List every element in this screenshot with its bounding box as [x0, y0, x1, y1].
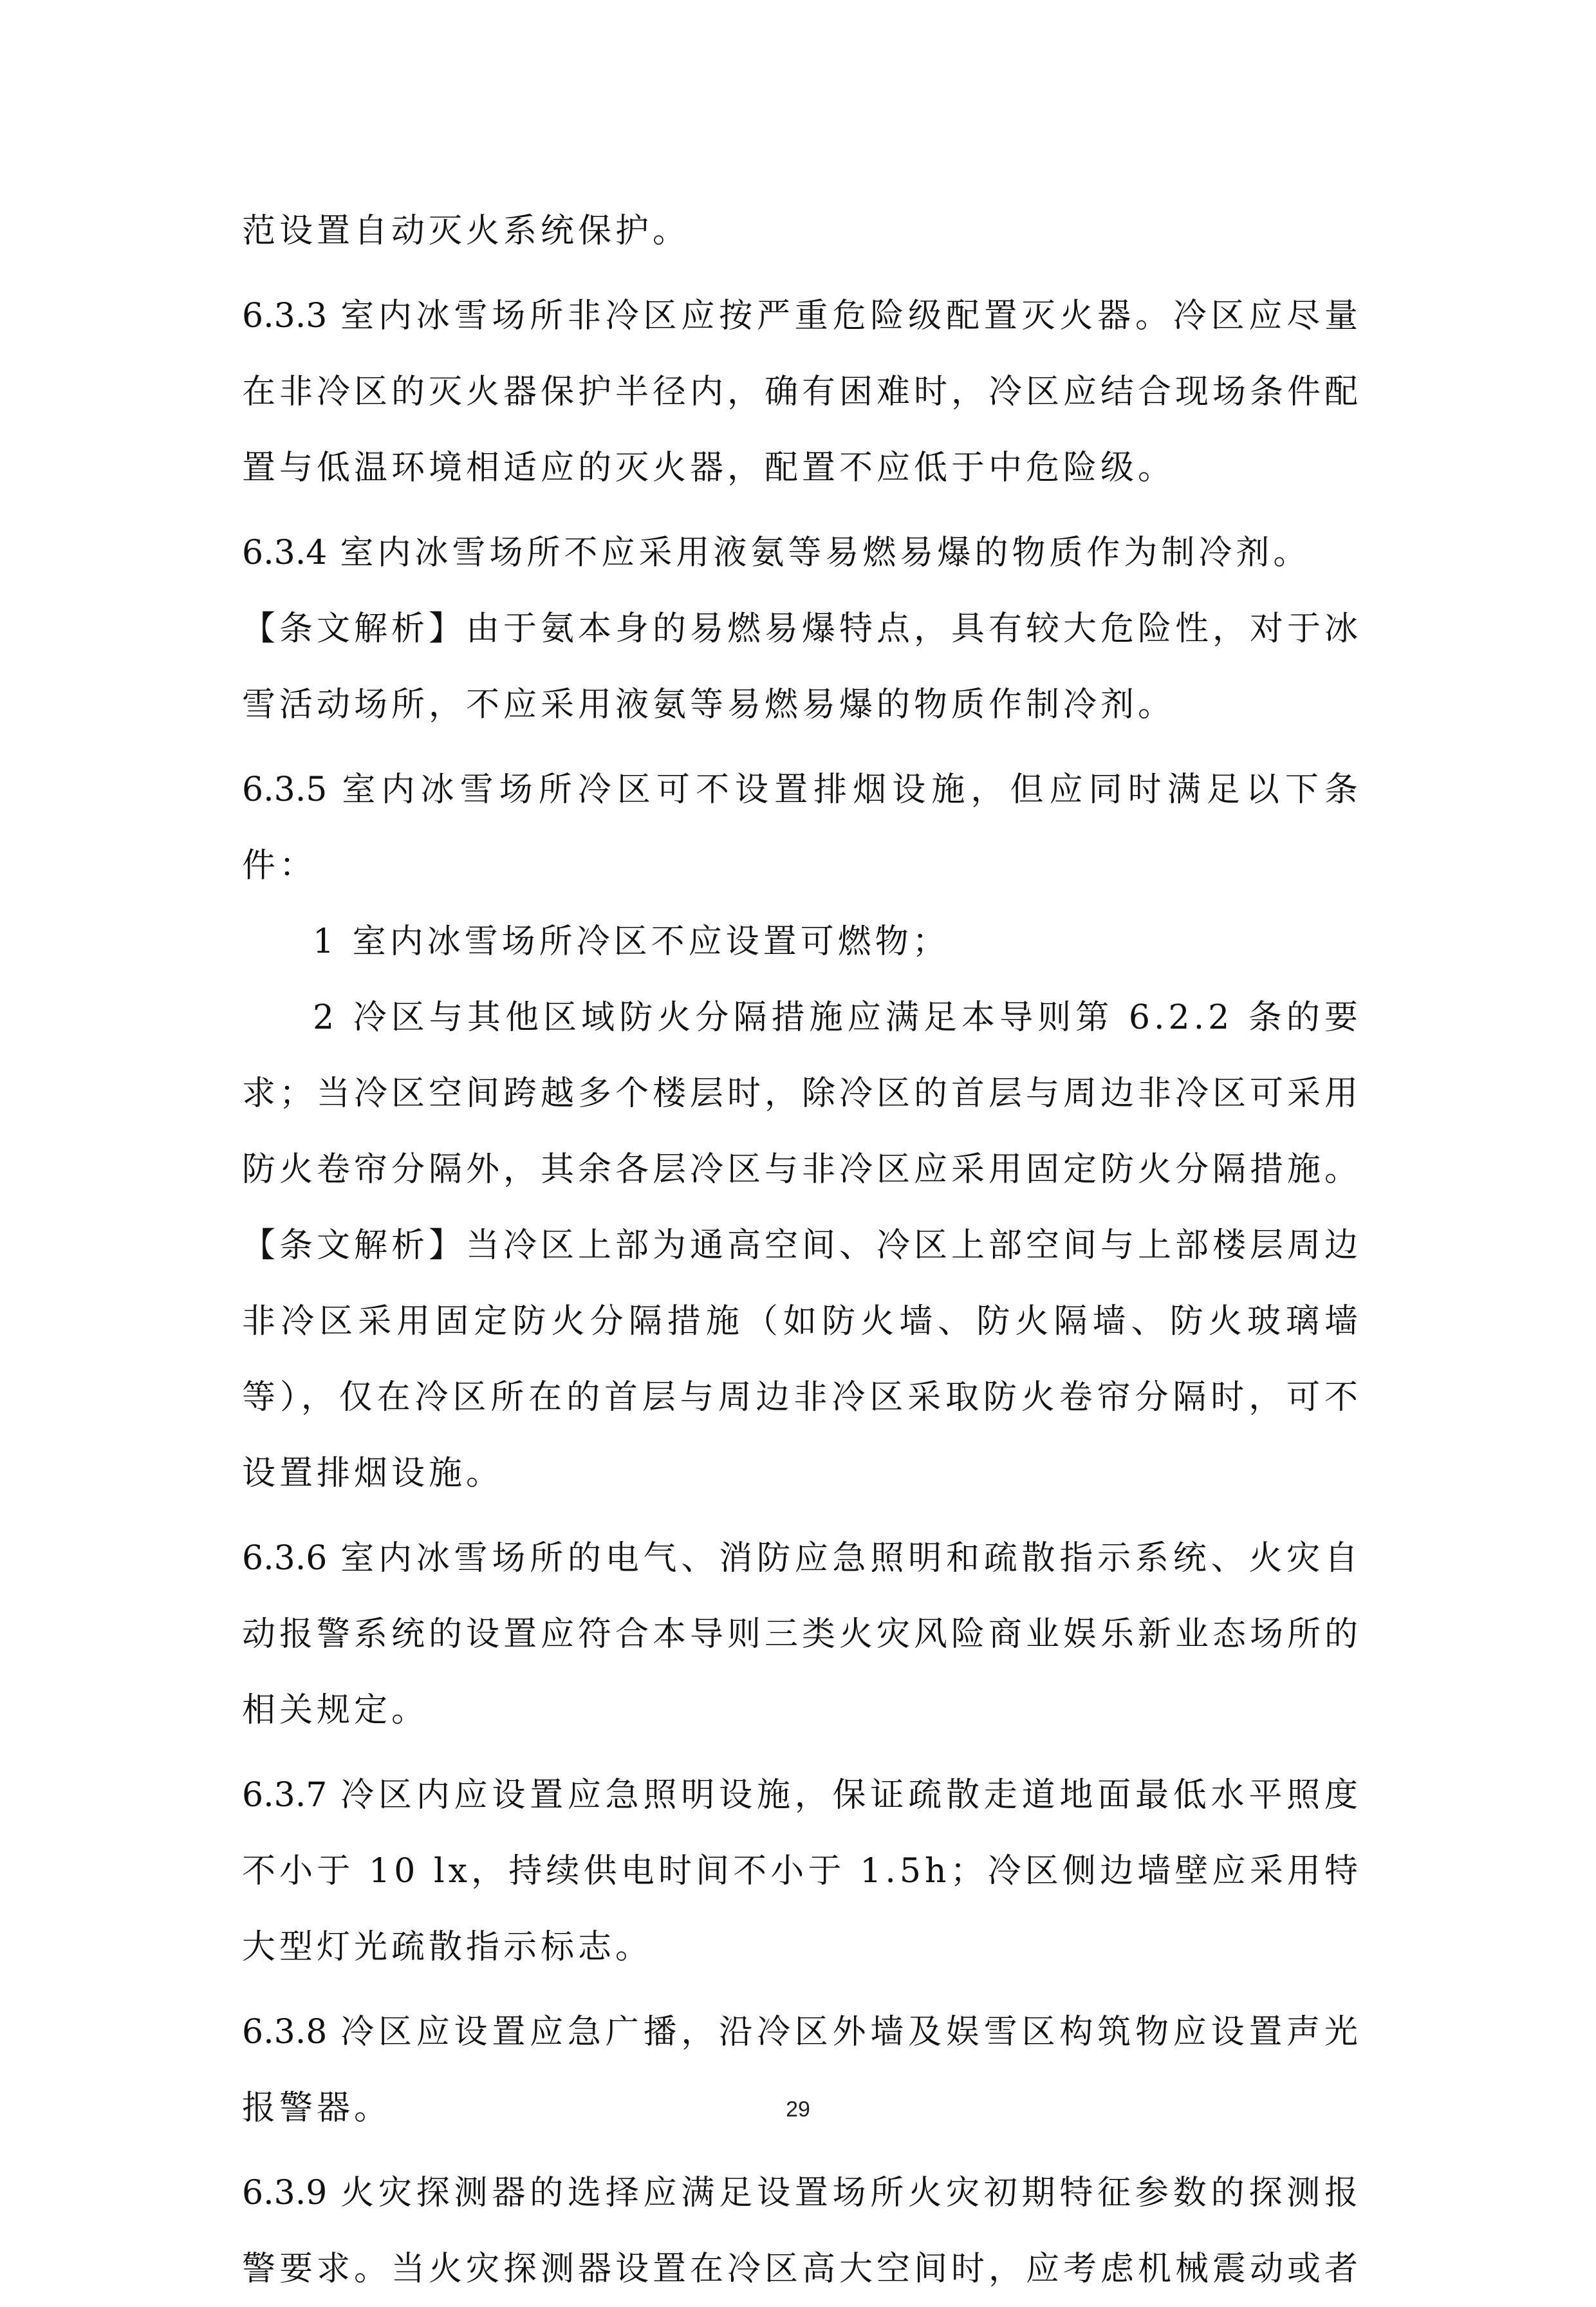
clause-number: 6.3.5	[242, 771, 328, 809]
clause-number: 6.3.3	[242, 297, 328, 335]
commentary-text: 【条文解析】由于氨本身的易燃易爆特点，具有较大危险性，对于冰雪活动场所，不应采用液氨等易燃易爆的物质作制冷剂。	[242, 610, 1362, 724]
clause-text: 室内冰雪场所非冷区应按严重危险级配置灭火器。冷区应尽量在非冷区的灭火器保护半径内，确有困难时，冷区应结合现场条件配置与低温环境相适应的灭火器，配置不应低于中危险级。	[242, 297, 1362, 487]
clause-text: 冷区内应设置应急照明设施，保证疏散走道地面最低水平照度不小于 10 lx，持续供电时间不小于 1.5h；冷区侧边墙壁应采用特大型灯光疏散指示标志。	[242, 1776, 1362, 1966]
clause-6-3-3	[242, 278, 1362, 506]
clause-6-3-6	[242, 1520, 1362, 1748]
clause-text: 火灾探测器的选择应满足设置场所火灾初期特征参数的探测报警要求。当火灾探测器设置在冷区高大空间时，应考虑机械震动或者	[242, 2174, 1362, 2288]
clause-text: 室内冰雪场所不应采用液氨等易燃易爆的物质作为制冷剂。	[340, 534, 1311, 572]
clause-commentary	[242, 591, 1362, 743]
clause-text: 室内冰雪场所的电气、消防应急照明和疏散指示系统、火灾自动报警系统的设置应符合本导则三类火灾风险商业娱乐新业态场所的相关规定。	[242, 1539, 1362, 1730]
clause-text: 室内冰雪场所冷区可不设置排烟设施，但应同时满足以下条件：	[242, 771, 1362, 885]
clause-6-3-5	[242, 752, 1362, 904]
clause-text: 冷区应设置应急广播，沿冷区外墙及娱雪区构筑物应设置声光报警器。	[242, 2013, 1362, 2127]
list-item-text: 2 冷区与其他区域防火分隔措施应满足本导则第 6.2.2 条的要求；当冷区空间跨越多个楼层时，除冷区的首层与周边非冷区可采用防火卷帘分隔外，其余各层冷区与非冷区应采用固定防火分隔措施。	[242, 998, 1362, 1189]
list-item-1	[242, 904, 1362, 980]
page-number: 29	[786, 2097, 810, 2122]
clause-6-3-9	[242, 2155, 1362, 2307]
list-item-2	[242, 980, 1362, 1208]
clause-number: 6.3.8	[242, 2013, 328, 2051]
clause-commentary	[242, 1208, 1362, 1511]
commentary-text: 【条文解析】当冷区上部为通高空间、冷区上部空间与上部楼层周边非冷区采用固定防火分隔措施（如防火墙、防火隔墙、防火玻璃墙等），仅在冷区所在的首层与周边非冷区采取防火卷帘分隔时，可不设置排烟设施。	[242, 1226, 1362, 1493]
clause-6-3-4	[242, 515, 1362, 591]
clause-number: 6.3.9	[242, 2174, 328, 2212]
clause-6-3-7	[242, 1757, 1362, 1985]
clause-number: 6.3.7	[242, 1776, 328, 1815]
paragraph-text: 范设置自动灭火系统保护。	[242, 212, 691, 250]
clause-number: 6.3.6	[242, 1539, 328, 1578]
clause-6-3-8	[242, 1994, 1362, 2146]
list-item-text: 1 室内冰雪场所冷区不应设置可燃物；	[313, 922, 950, 961]
paragraph-continuation	[242, 193, 1362, 269]
page-body	[242, 193, 1362, 2307]
clause-number: 6.3.4	[242, 534, 328, 572]
